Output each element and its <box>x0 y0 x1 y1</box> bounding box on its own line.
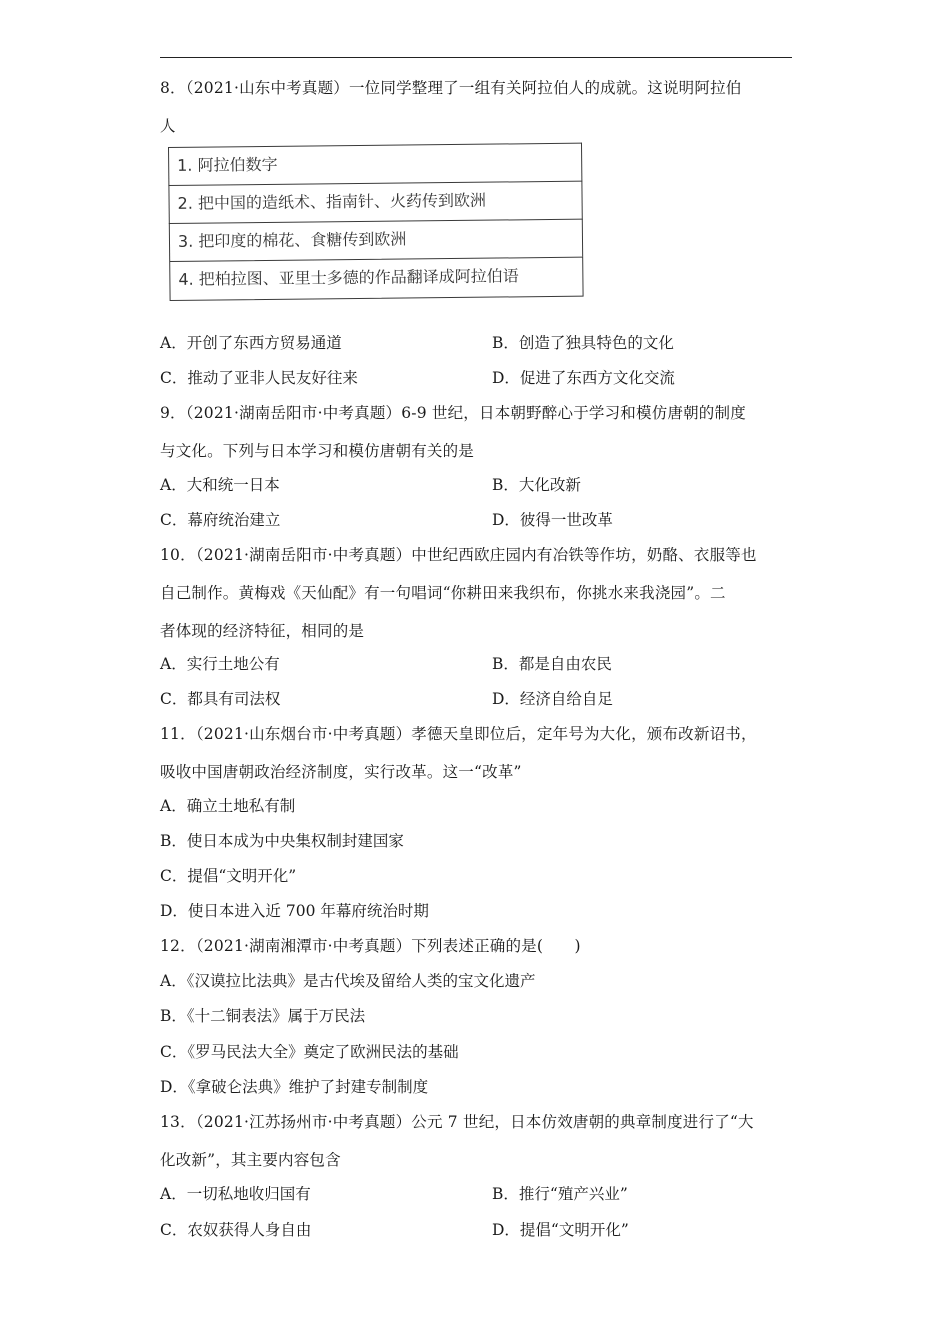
table-row-2: 2. 把中国的造纸术、指南针、火药传到欧洲 <box>168 181 582 223</box>
q11-option-b[interactable]: B．使日本成为中央集权制封建国家 <box>160 832 404 850</box>
q12-option-d[interactable]: D．《拿破仑法典》维护了封建专制制度 <box>160 1078 429 1096</box>
table-row-4: 4. 把柏拉图、亚里士多德的作品翻译成阿拉伯语 <box>169 257 583 301</box>
q13-option-c[interactable]: C．农奴获得人身自由 <box>160 1221 312 1239</box>
q9-stem-line1: 9．（2021·湖南岳阳市·中考真题）6-9 世纪，日本朝野醉心于学习和模仿唐朝的制度 <box>160 404 746 422</box>
q10-option-c[interactable]: C．都具有司法权 <box>160 690 281 708</box>
q10-stem-line3: 者体现的经济特征，相同的是 <box>160 622 365 640</box>
q13-option-a[interactable]: A．一切私地收归国有 <box>160 1185 311 1203</box>
header-rule <box>160 57 792 58</box>
q11-stem-line2: 吸收中国唐朝政治经济制度，实行改革。这一“改革” <box>160 763 522 781</box>
q13-option-b[interactable]: B．推行“殖产兴业” <box>492 1185 628 1203</box>
table-row-1: 1. 阿拉伯数字 <box>168 143 582 185</box>
q13-option-d[interactable]: D．提倡“文明开化” <box>492 1221 629 1239</box>
q9-stem-line2: 与文化。下列与日本学习和模仿唐朝有关的是 <box>160 442 475 460</box>
q8-option-d[interactable]: D．促进了东西方文化交流 <box>492 369 675 387</box>
q9-option-c[interactable]: C．幕府统治建立 <box>160 511 281 529</box>
q11-option-d[interactable]: D．使日本进入近 700 年幕府统治时期 <box>160 902 429 920</box>
q8-option-c[interactable]: C．推动了亚非人民友好往来 <box>160 369 358 387</box>
q13-stem-line2: 化改新”，其主要内容包含 <box>160 1151 341 1169</box>
q12-stem-line1: 12．（2021·湖南湘潭市·中考真题）下列表述正确的是( ) <box>160 937 581 955</box>
q10-option-d[interactable]: D．经济自给自足 <box>492 690 613 708</box>
q11-stem-line1: 11．（2021·山东烟台市·中考真题）孝德天皇即位后，定年号为大化，颁布改新诏书， <box>160 725 757 743</box>
q11-option-c[interactable]: C．提倡“文明开化” <box>160 867 297 885</box>
q13-stem-line1: 13．（2021·江苏扬州市·中考真题）公元 7 世纪，日本仿效唐朝的典章制度进行了“大 <box>160 1113 754 1131</box>
q12-option-b[interactable]: B．《十二铜表法》属于万民法 <box>160 1007 366 1025</box>
q12-option-a[interactable]: A．《汉谟拉比法典》是古代埃及留给人类的宝文化遗产 <box>160 972 536 990</box>
q10-stem-line2: 自己制作。黄梅戏《天仙配》有一句唱词“你耕田来我织布，你挑水来我浇园”。二 <box>160 584 726 602</box>
q10-stem-line1: 10．（2021·湖南岳阳市·中考真题）中世纪西欧庄园内有冶铁等作坊，奶酪、衣服等也 <box>160 546 757 564</box>
table-row-3: 3. 把印度的棉花、食糖传到欧洲 <box>169 219 583 261</box>
q12-option-c[interactable]: C．《罗马民法大全》奠定了欧洲民法的基础 <box>160 1043 459 1061</box>
q8-stem-line1: 8．（2021·山东中考真题）一位同学整理了一组有关阿拉伯人的成就。这说明阿拉伯 <box>160 79 742 97</box>
q8-option-b[interactable]: B．创造了独具特色的文化 <box>492 334 674 352</box>
q8-stem-line2: 人 <box>160 117 176 135</box>
q9-option-a[interactable]: A．大和统一日本 <box>160 476 280 494</box>
q10-option-a[interactable]: A．实行土地公有 <box>160 655 280 673</box>
q9-option-b[interactable]: B．大化改新 <box>492 476 581 494</box>
q8-option-a[interactable]: A．开创了东西方贸易通道 <box>160 334 342 352</box>
q10-option-b[interactable]: B．都是自由农民 <box>492 655 612 673</box>
q11-option-a[interactable]: A．确立土地私有制 <box>160 797 296 815</box>
achievements-table-image <box>168 143 586 305</box>
q9-option-d[interactable]: D．彼得一世改革 <box>492 511 613 529</box>
